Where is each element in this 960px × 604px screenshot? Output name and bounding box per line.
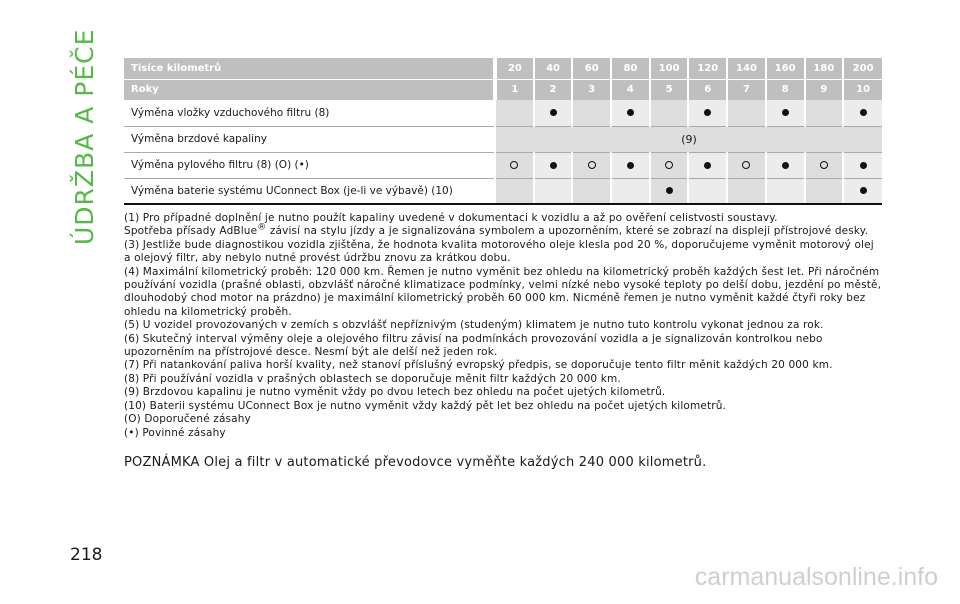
- interval-cell: [650, 100, 689, 126]
- interval-cell: [766, 178, 805, 204]
- km-header-cell: 120: [688, 58, 727, 79]
- schedule-row: [124, 152, 882, 178]
- interval-cell: [688, 178, 727, 204]
- note-10: (10) Baterii systému UConnect Box je nutno vyměnit vždy každý pět let bez ohledu na počet ujetých kilometrů.: [124, 399, 727, 412]
- interval-cell: [843, 152, 882, 178]
- note-3: (3) Jestliže bude diagnostikou vozidla zjištěna, že hodnota kvalita motorového oleje klesla pod 20 %, doporučujeme vyměnit motorový olej a olejový filtr, aby nebylo nutné provést údržbu znovu za krátkou dobu.: [124, 238, 874, 265]
- interval-cell: [611, 178, 650, 204]
- legend-mandatory: (•) Povinné zásahy: [124, 426, 226, 439]
- recommended-circle-icon: [510, 161, 518, 169]
- year-header-cell: 3: [572, 79, 611, 100]
- year-header-cell: 6: [688, 79, 727, 100]
- schedule-row: [124, 178, 882, 204]
- legend-recommended: (O) Doporučené zásahy: [124, 413, 251, 426]
- interval-cell: [650, 178, 689, 204]
- mandatory-dot-icon: [627, 162, 634, 169]
- note-1: (1) Pro případné doplnění je nutno použít kapaliny uvedené v dokumentaci k vozidlu a až po ověření celistvosti soustavy.: [124, 212, 778, 224]
- notes-block: [124, 212, 882, 440]
- registered-mark: ®: [257, 222, 267, 233]
- note-2: [124, 222, 882, 238]
- km-header-row: [124, 58, 882, 79]
- interval-cell: [805, 152, 844, 178]
- year-header-cell: 8: [766, 79, 805, 100]
- mandatory-dot-icon: [627, 109, 634, 116]
- km-header-cell: 80: [611, 58, 650, 79]
- note-7: (7) Při natankování paliva horší kvality, než stanoví příslušný evropský předpis, se doporučuje tento filtr měnit každých 20 000 km.: [124, 359, 833, 372]
- mandatory-dot-icon: [860, 162, 867, 169]
- interval-cell: [495, 100, 534, 126]
- span-cell: (9): [495, 126, 882, 152]
- note-8: (8) Při používání vozidla v prašných oblastech se doporučuje měnit filtr každých 20 000 km.: [124, 372, 621, 385]
- interval-cell: [611, 100, 650, 126]
- interval-cell: [572, 152, 611, 178]
- recommended-circle-icon: [665, 161, 673, 169]
- interval-cell: [805, 100, 844, 126]
- mandatory-dot-icon: [782, 109, 789, 116]
- km-header-cell: 100: [650, 58, 689, 79]
- interval-cell: [727, 100, 766, 126]
- interval-cell: [534, 152, 573, 178]
- interval-cell: [843, 178, 882, 204]
- mandatory-dot-icon: [704, 109, 711, 116]
- interval-cell: [727, 178, 766, 204]
- km-header-cell: 40: [534, 58, 573, 79]
- interval-cell: [650, 152, 689, 178]
- km-header-cell: 180: [805, 58, 844, 79]
- year-header-cell: 4: [611, 79, 650, 100]
- page-number: 218: [70, 545, 103, 565]
- interval-cell: [843, 100, 882, 126]
- year-header-cell: 1: [495, 79, 534, 100]
- interval-cell: [766, 100, 805, 126]
- transmission-note: POZNÁMKA Olej a filtr v automatické převodovce vyměňte každých 240 000 kilometrů.: [124, 455, 707, 470]
- schedule-row: [124, 100, 882, 126]
- row-label: Výměna vložky vzduchového filtru (8): [124, 100, 495, 126]
- year-header-cell: 5: [650, 79, 689, 100]
- note-4: (4) Maximální kilometrický proběh: 120 000 km. Řemen je nutno vyměnit bez ohledu na kilometrický proběh každých šest let. Při náročném používání vozidla (prašné oblasti, obzvlášť náročné klimatizace podmínky, velmi nízké nebo vysoké teploty po delší dobu, jezdění po městě, dlouhodobý chod motor na prázdno) je maximální kilometrický proběh 60 000 km. Nicméně řemen je nutno vyměnit každé čtyři roky bez ohledu na kilometrický proběh.: [124, 265, 882, 318]
- year-header-cell: 2: [534, 79, 573, 100]
- years-header-row: [124, 79, 882, 100]
- note-2-text-cont: závisí na stylu jízdy a je signalizována symbolem a upozorněním, které se zobrazí na displeji přístrojové desky.: [266, 225, 869, 238]
- interval-cell: [688, 152, 727, 178]
- row-label: Výměna baterie systému UConnect Box (je-li ve výbavě) (10): [124, 178, 495, 204]
- interval-cell: [688, 100, 727, 126]
- recommended-circle-icon: [588, 161, 596, 169]
- mandatory-dot-icon: [666, 187, 673, 194]
- row-label: Výměna pylového filtru (8) (O) (•): [124, 152, 495, 178]
- year-header-cell: 10: [843, 79, 882, 100]
- row-label: Výměna brzdové kapaliny: [124, 126, 495, 152]
- interval-cell: [805, 178, 844, 204]
- interval-cell: [572, 178, 611, 204]
- interval-cell: [495, 178, 534, 204]
- recommended-circle-icon: [742, 161, 750, 169]
- schedule-row: [124, 126, 882, 152]
- km-header-cell: 160: [766, 58, 805, 79]
- mandatory-dot-icon: [860, 187, 867, 194]
- interval-cell: [572, 100, 611, 126]
- mandatory-dot-icon: [860, 109, 867, 116]
- km-header-cell: 200: [843, 58, 882, 79]
- note-5: (5) U vozidel provozovaných v zemích s obzvlášť nepříznivým (studeným) klimatem je nutno tuto kontrolu vykonat jednou za rok.: [124, 319, 824, 332]
- note-2-text: Spotřeba přísady AdBlue: [124, 225, 258, 238]
- years-header-label: Roky: [124, 79, 495, 100]
- interval-cell: [727, 152, 766, 178]
- mandatory-dot-icon: [550, 109, 557, 116]
- km-header-cell: 20: [495, 58, 534, 79]
- year-header-cell: 9: [805, 79, 844, 100]
- km-header-label: Tisíce kilometrů: [124, 58, 495, 79]
- section-title: ÚDRŽBA A PÉČE: [70, 28, 99, 245]
- km-header-cell: 60: [572, 58, 611, 79]
- interval-cell: [766, 152, 805, 178]
- year-header-cell: 7: [727, 79, 766, 100]
- watermark: carmanualsonline.info: [694, 563, 938, 591]
- recommended-circle-icon: [820, 161, 828, 169]
- note-9: (9) Brzdovou kapalinu je nutno vyměnit vždy po dvou letech bez ohledu na počet ujetých kilometrů.: [124, 386, 666, 399]
- mandatory-dot-icon: [704, 162, 711, 169]
- km-header-cell: 140: [727, 58, 766, 79]
- interval-cell: [534, 100, 573, 126]
- maintenance-schedule-table: [124, 58, 882, 205]
- mandatory-dot-icon: [782, 162, 789, 169]
- interval-cell: [534, 178, 573, 204]
- mandatory-dot-icon: [550, 162, 557, 169]
- note-6: (6) Skutečný interval výměny oleje a olejového filtru závisí na podmínkách provozování vozidla a je signalizován kontrolkou nebo upozorněním na přístrojové desce. Nesmí být ale delší než jeden rok.: [124, 332, 823, 359]
- interval-cell: [611, 152, 650, 178]
- interval-cell: [495, 152, 534, 178]
